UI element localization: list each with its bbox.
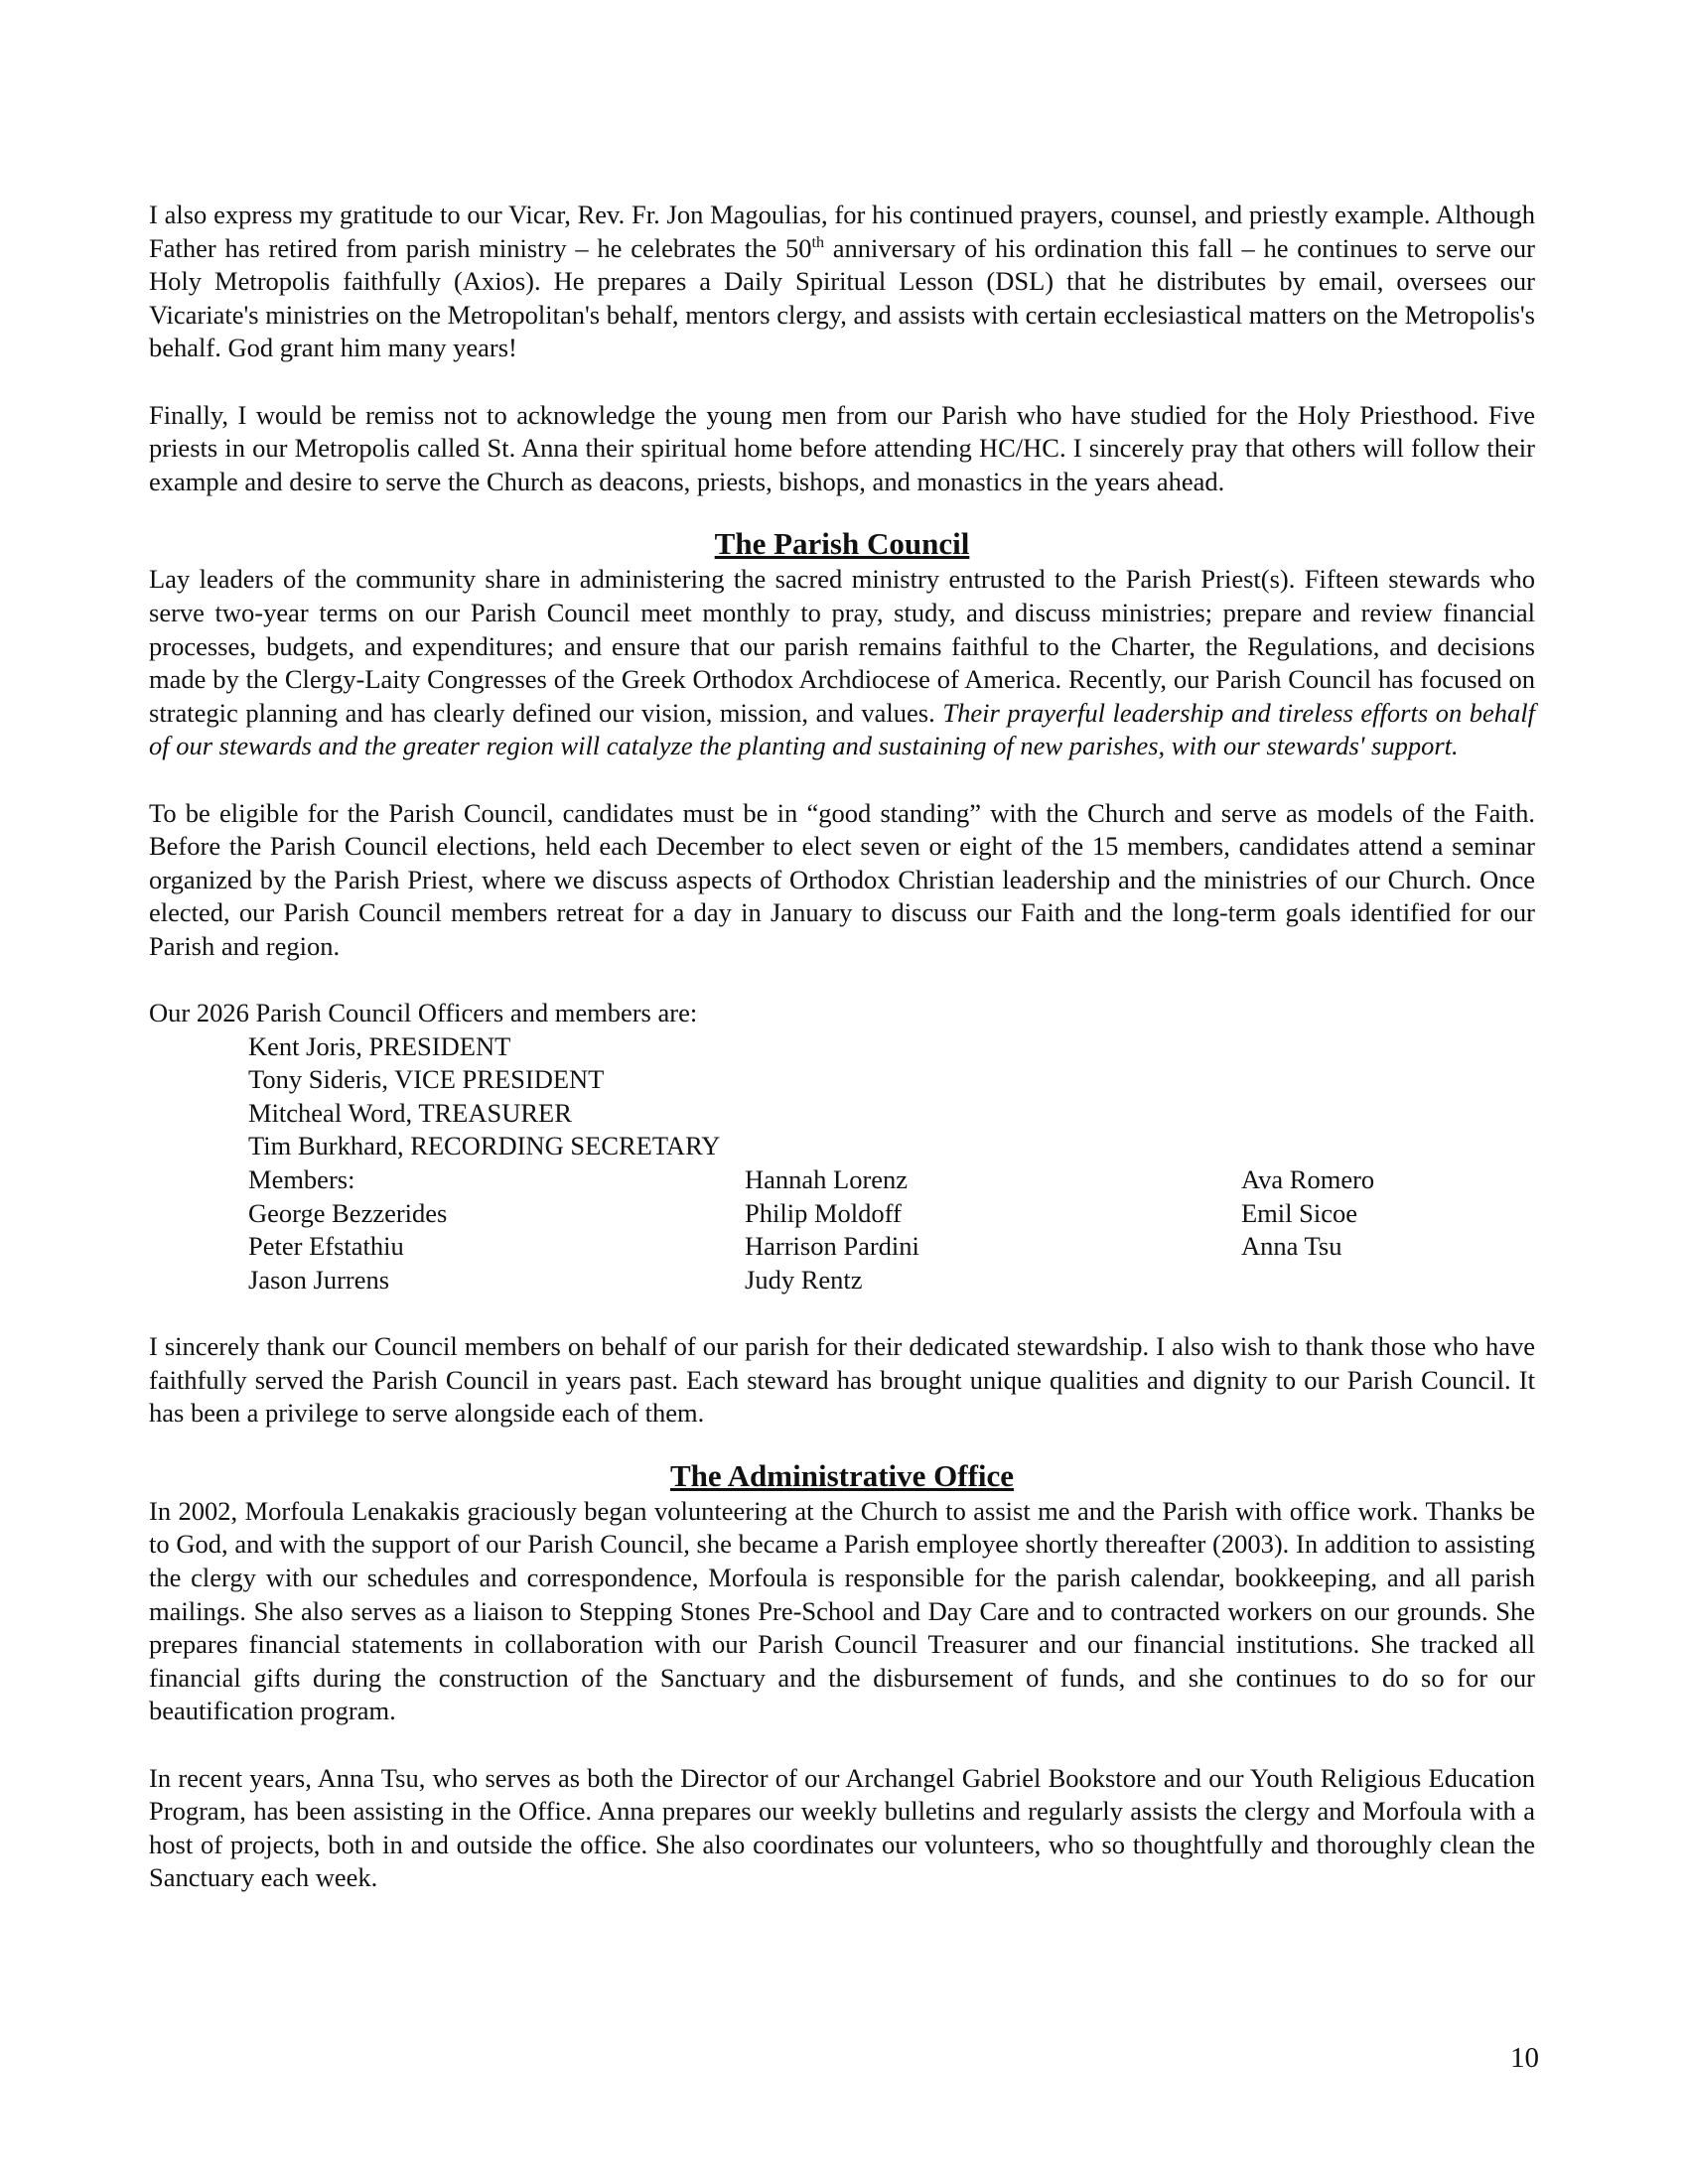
officer-president: Kent Joris, PRESIDENT: [248, 1030, 511, 1061]
administrative-office-heading: The Administrative Office: [669, 1457, 1015, 1493]
member-name: George Bezzerides: [248, 1197, 448, 1228]
member-name: Philip Moldoff: [745, 1197, 902, 1228]
thanks-paragraph: I sincerely thank our Council members on behalf of our parish for their dedicated stewardship. I also wish to thank those who have faithfully served the Parish Council in years past. Each steward has brought unique qualities and dignity to our Parish Council. It has been a privilege to serve alongside each of them.: [149, 1331, 1535, 1429]
parish-council-paragraph: [149, 563, 1535, 763]
vicar-text-start: I also express my gratitude to our Vicar, Rev. Fr. Jon Magoulias, for his continued prayers, counsel, and priestly example. Although Father has retired from parish ministry – he celebrates the 50: [149, 200, 1535, 263]
ordinal-suffix: th: [811, 233, 824, 251]
officers-intro: Our 2026 Parish Council Officers and members are:: [149, 998, 698, 1028]
member-name: Jason Jurrens: [248, 1264, 390, 1295]
vicar-text-end: anniversary of his ordination this fall – he continues to serve our Holy Metropolis faithfully (Axios). He prepares a Daily Spiritual Lesson (DSL) that he distributes by email, oversees our Vicariate's ministries on the Metropolitan's behalf, mentors clergy, and assists with certain ecclesiastical matters on the Metropolis's behalf. God grant him many years!: [149, 232, 1536, 363]
administrative-office-paragraph: In 2002, Morfoula Lenakakis graciously began volunteering at the Church to assist me and the Parish with office work. Thanks be to God, and with the support of our Parish Council, she became a Parish employee shortly thereafter (2003). In addition to assisting the clergy with our schedules and correspondence, Morfoula is responsible for the parish calendar, bookkeeping, and all parish mailings. She also serves as a liaison to Stepping Stones Pre-School and Day Care and to contracted workers on our grounds. She prepares financial statements in collaboration with our Parish Council Treasurer and our financial institutions. She tracked all financial gifts during the construction of the Sanctuary and the disbursement of funds, and she continues to do so for our beautification program.: [149, 1495, 1535, 1726]
document-page: [149, 199, 1535, 1895]
bookstore-paragraph: In recent years, Anna Tsu, who serves as both the Director of our Archangel Gabriel Bookstore and our Youth Religious Education Program, has been assisting in the Office. Anna prepares our weekly bulletins and regularly assists the clergy and Morfoula with a host of projects, both in and outside the office. She also coordinates our volunteers, who so thoughtfully and thoroughly clean the Sanctuary each week.: [149, 1762, 1535, 1893]
vicar-paragraph: [149, 199, 1535, 365]
member-name: Peter Efstathiu: [248, 1231, 404, 1262]
member-name: Harrison Pardini: [745, 1231, 919, 1262]
page-number: 10: [1510, 2042, 1539, 2074]
eligibility-paragraph: To be eligible for the Parish Council, candidates must be in “good standing” with the Church and serve as models of the Faith. Before the Parish Council elections, held each December to elect seven or eight of the 15 members, candidates attend a seminar organized by the Parish Priest, where we discuss aspects of Orthodox Christian leadership and the ministries of our Church. Once elected, our Parish Council members retreat for a day in January to discuss our Faith and the long-term goals identified for our Parish and region.: [149, 797, 1535, 961]
priesthood-paragraph: Finally, I would be remiss not to acknowledge the young men from our Parish who have studied for the Holy Priesthood. Five priests in our Metropolis called St. Anna their spiritual home before attending HC/HC. I sincerely pray that others will follow their example and desire to serve the Church as deacons, priests, bishops, and monastics in the years ahead.: [149, 399, 1535, 496]
officers-list: [149, 1030, 1535, 1163]
member-name: [1241, 1264, 1539, 1297]
officer-treasurer: Mitcheal Word, TREASURER: [248, 1097, 572, 1128]
member-name: Emil Sicoe: [1241, 1197, 1358, 1228]
officer-secretary: Tim Burkhard, RECORDING SECRETARY: [248, 1131, 721, 1161]
parish-council-italic-text: Their prayerful leadership and tireless efforts on behalf of our stewards and the greater region will catalyze the planting and sustaining of new parishes, with our stewards' support.: [149, 697, 1536, 761]
member-name: Ava Romero: [1241, 1164, 1375, 1195]
members-grid: [149, 1163, 1535, 1297]
parish-council-text: Lay leaders of the community share in administering the sacred ministry entrusted to the Parish Priest(s). Fifteen stewards who serve two-year terms on our Parish Council meet monthly to pray, study, and discuss ministries; prepare and review financial processes, budgets, and expenditures; and ensure that our parish remains faithful to the Charter, the Regulations, and decisions made by the Clergy-Laity Congresses of the Greek Orthodox Archdiocese of America. Recently, our Parish Council has focused on strategic planning and has clearly defined our vision, mission, and values.: [149, 564, 1535, 728]
members-label: Members:: [248, 1164, 355, 1195]
member-name: Anna Tsu: [1241, 1231, 1342, 1262]
officer-vice-president: Tony Sideris, VICE PRESIDENT: [248, 1064, 605, 1095]
member-name: Judy Rentz: [745, 1264, 863, 1295]
parish-council-heading: The Parish Council: [714, 526, 970, 562]
member-name: Hannah Lorenz: [745, 1164, 909, 1195]
